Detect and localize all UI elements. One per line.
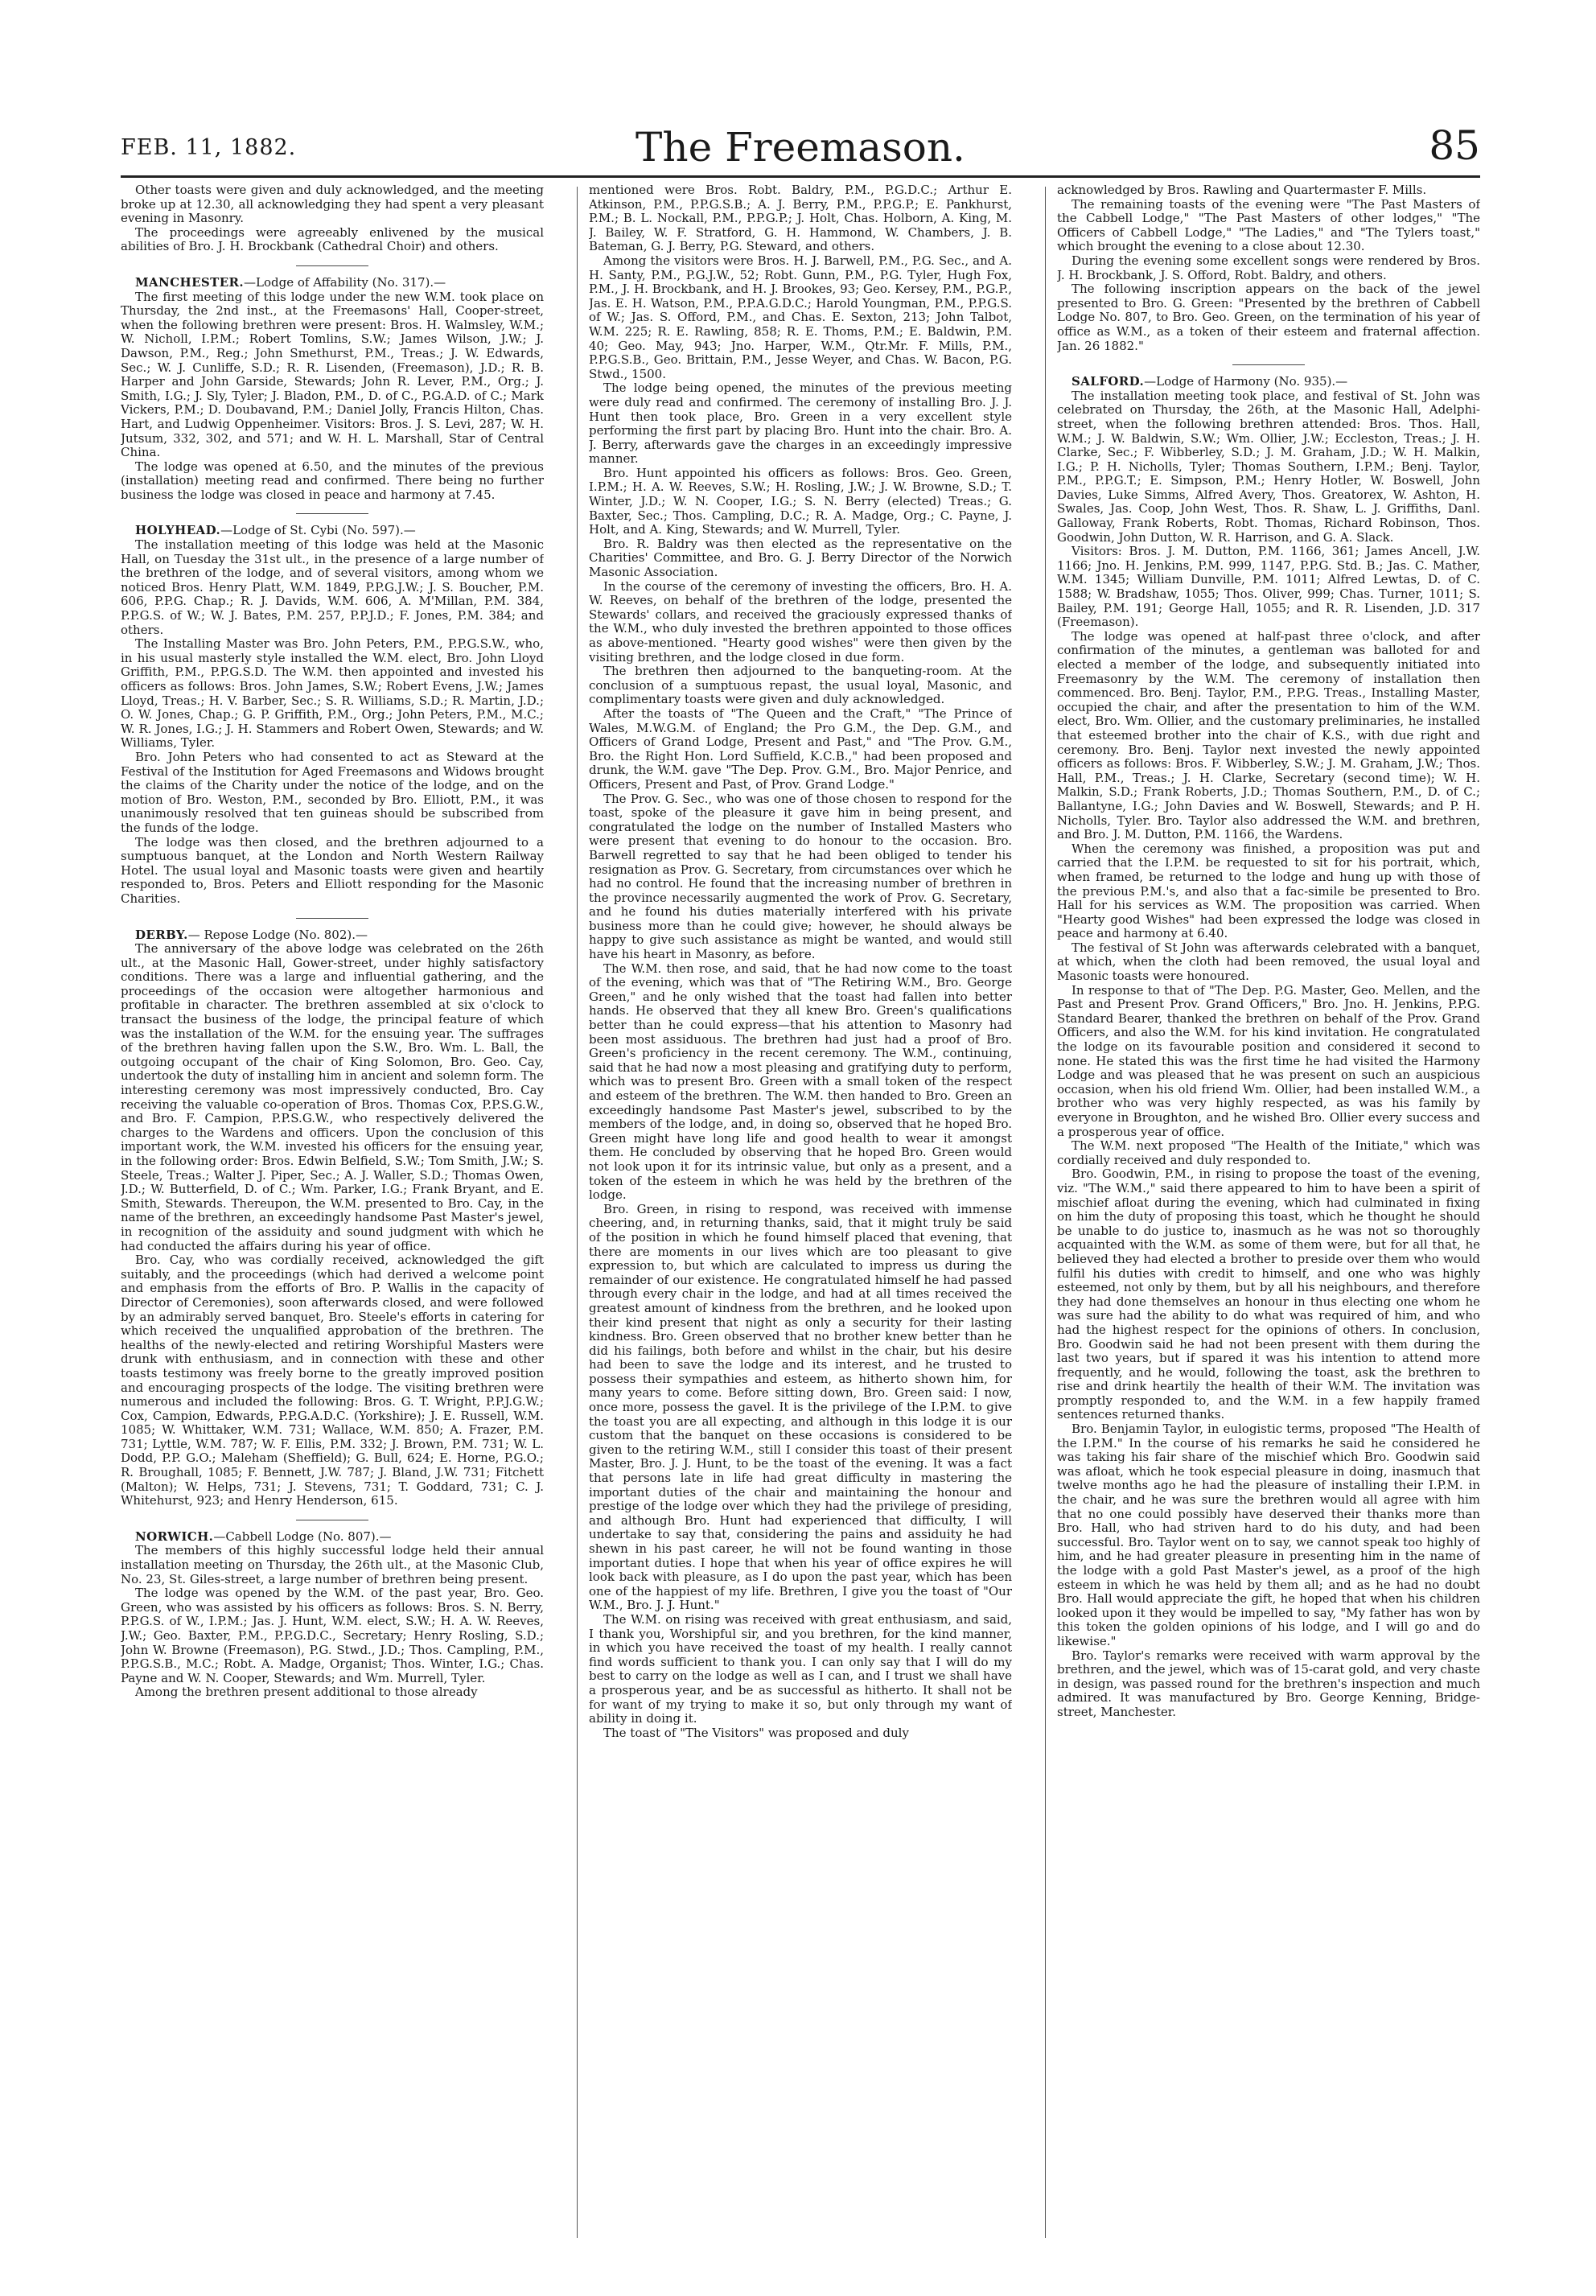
paragraph: Visitors: Bros. J. M. Dutton, P.M. 1166, 361; James Ancell, J.W. 1166; Jno. H. Jenkins, P.M. 999, 1147, P.P.G. Std. B.; Jas. C. Mather, W.M. 1345; William Dunville, P.M. 1011; Alfred Lewtas, D. of C. 1588; W. Bradshaw, 1055; Thos. Oliver, 999; Chas. Turner, 1011; S. Bailey, P.M. 191; George Hall, 1055; and R. R. Lisenden, J.D. 317 (Freemason). (1057, 544, 1480, 630)
lodge-title: —Lodge of St. Cybi (No. 597).— (220, 523, 416, 538)
paragraph: The first meeting of this lodge under the new W.M. took place on Thursday, the 2nd inst., at the Freemasons' Hall, Cooper-street, when the following brethren were present: Bros. H. Walmsley, W.M.; W. Nicholl, I.P.M.; Robert Tomlins, S.W.; James Wilson, J.W.; J. Dawson, P.M., Reg.; John Smethurst, P.M., Treas.; J. W. Edwards, Sec.; W. J. Cunliffe, S.D.; R. R. Lisenden, (Freemason), J.D.; R. B. Harper and John Garside, Stewards; John R. Lever, P.M., Org.; J. Smith, I.G.; J. Sly, Tyler; J. Bladon, P.M., D. of C., P.G.A.D. of C.; Mark Vickers, P.M.; D. Doubavand, P.M.; Daniel Jolly, Francis Hilton, Chas. Hart, and Ludwig Oppenheimer. Visitors: Bros. J. S. Levi, 287; W. H. Jutsum, 332, 302, and 571; and W. H. L. Marshall, Star of Central China. (121, 289, 544, 460)
paragraph: The W.M. then rose, and said, that he had now come to the toast of the evening, which was that of "The Retiring W.M., Bro. George Green," and he only wished that the toast had fallen into better hands. He observed that they all knew Bro. Green's qualifications better than he could express—that his attention to Masonry had been most assiduous. The brethren had just had a proof of Bro. Green's proficiency in the recent ceremony. The W.M., continuing, said that he had now a most pleasing and gratifying duty to perform, which was to present Bro. Green with a small token of the respect and esteem of the brethren. The W.M. then handed to Bro. Green an exceedingly handsome Past Master's jewel, subscribed to by the members of the lodge, and, in doing so, observed that he hoped Bro. Green might have long life and good health to wear it amongst them. He concluded by observing that he hoped Bro. Green would not look upon it for its intrinsic value, but only as a present, and a token of the esteem in which he was held by the brethren of the lodge. (589, 961, 1012, 1203)
place-name: DERBY. (135, 927, 188, 942)
paragraph: The festival of St John was afterwards celebrated with a banquet, at which, when the cloth had been removed, the usual loyal and Masonic toasts were honoured. (1057, 940, 1480, 984)
paragraph: The lodge was opened by the W.M. of the past year, Bro. Geo. Green, who was assisted by his officers as follows: Bros. S. N. Berry, P.P.G.S. of W., I.P.M.; Jas. J. Hunt, W.M. elect, S.W.; H. A. W. Reeves, J.W.; Geo. Baxter, P.M., P.P.G.D.C., Secretary; Henry Rosling, S.D.; John W. Browne (Freemason), P.G. Stwd., J.D.; Thos. Campling, P.M., P.P.G.S.B., M.C.; Robt. A. Madge, Organist; Thos. Winter, I.G.; Chas. Payne and W. N. Cooper, Stewards; and Wm. Murrell, Tyler. (121, 1586, 544, 1685)
newspaper-title: The Freemason. (636, 124, 965, 171)
paragraph: The remaining toasts of the evening were "The Past Masters of the Cabbell Lodge," "The Past Masters of other lodges," "The Officers of Cabbell Lodge," "The Ladies," and "The Tylers toast," which brought the evening to a close about 12.30. (1057, 196, 1480, 254)
paragraph: The installation meeting took place, and festival of St. John was celebrated on Thursday, the 26th, at the Masonic Hall, Adelphi-street, when the following brethren attended: Bros. Thos. Hall, W.M.; J. W. Baldwin, S.W.; Wm. Ollier, J.W.; Eccleston, Treas.; J. H. Clarke, Sec.; F. Wibberley, S.D.; J. M. Graham, J.D.; W. H. Malkin, I.G.; P. H. Nicholls, Tyler; Thomas Southern, I.P.M.; Benj. Taylor, P.M., P.P.G.T.; E. Simpson, P.M.; Henry Hotler, W. Boswell, John Davies, Luke Simms, Alfred Avery, Thos. Greatorex, W. Ashton, H. Swales, Jas. Coop, John West, Thos. R. Shaw, L. J. Griffiths, Danl. Galloway, Frank Roberts, Robt. Thomas, Richard Robinson, Thos. Goodwin, John Dutton, W. R. Harrison, and G. A. Slack. (1057, 388, 1480, 545)
paragraph: The toast of "The Visitors" was proposed and duly (603, 1725, 909, 1740)
paragraph: Bro. Goodwin, P.M., in rising to propose the toast of the evening, viz. "The W.M.," said there appeared to him to have been a spirit of mischief afloat during the evening, which had culminated in fixing on him the duty of proposing this toast, which he thought he should be unable to do justice to, inasmuch as he was not so thoroughly acquainted with the W.M. as some of them were, but for all that, he believed they had elected a brother to preside over them who would fulfil his duties with credit to himself, and one who was highly esteemed, not only by them, but by all his neighbours, and therefore they had done themselves an honour in thus electing one whom he was sure had the ability to do what was required of him, and who had the highest respect for the opinions of others. In conclusion, Bro. Goodwin said he had not been present with them during the last two years, but if spared it was his intention to attend more frequently, and he would, following the toast, ask the brethren to rise and drink heartily the health of their W.M. The invitation was promptly responded to, and the W.M. in a few happily framed sentences returned thanks. (1057, 1167, 1480, 1422)
paragraph: The members of this highly successful lodge held their annual installation meeting on Thursday, the 26th ult., at the Masonic Club, No. 23, St. Giles-street, a large number of brethren being present. (121, 1543, 544, 1586)
place-name: NORWICH. (135, 1529, 214, 1544)
place-name: SALFORD. (1072, 374, 1145, 389)
column-divider (1045, 187, 1046, 2238)
masthead (121, 121, 1480, 171)
paragraph: Bro. Hunt appointed his officers as follows: Bros. Geo. Green, I.P.M.; H. A. W. Reeves, S.W.; H. Rosling, J.W.; J. W. Browne, S.D.; T. Winter, J.D.; W. N. Cooper, I.G.; S. N. Berry (elected) Treas.; G. Baxter, Sec.; Thos. Campling, D.C.; R. A. Madge, Org.; C. Payne, J. Holt, and A. King, Stewards; and W. Murrell, Tyler. (589, 465, 1012, 537)
paragraph: The following inscription appears on the back of the jewel presented to Bro. G. Green: "Presented by the brethren of Cabbell Lodge No. 807, to Bro. Geo. Green, on the termination of his year of office as W.M., as a token of their esteem and fraternal affection. Jan. 26 1882." (1057, 282, 1480, 353)
place-name: HOLYHEAD. (135, 523, 221, 538)
lodge-title: — Repose Lodge (No. 802).— (187, 927, 368, 942)
section-separator (296, 918, 368, 919)
paragraph: The lodge was then closed, and the brethren adjourned to a sumptuous banquet, at the London and North Western Railway Hotel. The usual loyal and Masonic toasts were given and heartily responded to, Bros. Peters and Elliott responding for the Masonic Charities. (121, 834, 544, 906)
paragraph: The W.M. on rising was received with great enthusiasm, and said, I thank you, Worshipful sir, and you brethren, for the kind manner, in which you have received the toast of my health. I really cannot find words sufficient to thank you. I can only say that I will do my best to carry on the lodge as well as I can, and I trust we shall have a prosperous year, and be as successful as hitherto. It shall not be for want of my trying to make it so, but only through my want of ability in doing it. (589, 1611, 1012, 1726)
paragraph: Among the visitors were Bros. H. J. Barwell, P.M., P.G. Sec., and A. H. Santy, P.M., P.G.J.W., 52; Robt. Gunn, P.M., P.G. Tyler, Hugh Fox, P.M., J. H. Brockbank, and H. J. Brookes, 93; Geo. Kersey, P.M., P.G.P., Jas. E. H. Watson, P.M., P.P.A.G.D.C.; Harold Youngman, P.M., P.P.G.S. of W.; Jas. S. Offord, P.M., and Chas. E. Sexton, 213; John Talbot, W.M. 225; R. E. Rawling, 858; R. E. Thoms, P.M.; E. Baldwin, P.M. 40; Geo. May, 943; Jno. Harper, W.M., Qtr.Mr. F. Mills, P.M., P.P.G.S.B., Geo. Brittain, P.M., Jesse Weyer, and Chas. W. Bacon, P.G. Stwd., 1500. (589, 253, 1012, 381)
paragraph: Bro. Taylor's remarks were received with warm approval by the brethren, and the jewel, which was of 15-carat gold, and very chaste in design, was passed round for the brethren's inspection and much admired. It was manufactured by Bro. George Kenning, Bridge-street, Manchester. (1057, 1648, 1480, 1719)
masthead-rule (121, 175, 1480, 178)
paragraph: The Installing Master was Bro. John Peters, P.M., P.P.G.S.W., who, in his usual masterly style installed the W.M. elect, Bro. John Lloyd Griffith, P.M., P.P.G.S.D. The W.M. then appointed and invested his officers as follows: Bros. John James, S.W.; Robert Evens, J.W.; James Lloyd, Treas.; H. V. Barber, Sec.; S. R. Williams, S.D.; R. Martin, J.D.; O. W. Jones, Chap.; G. P. Griffith, P.M., Org.; John Peters, P.M., M.C.; W. R. Jones, I.G.; J. H. Stammers and Robert Owen, Stewards; and W. Williams, Tyler. (121, 636, 544, 751)
paragraph: mentioned were Bros. Robt. Baldry, P.M., P.G.D.C.; Arthur E. Atkinson, P.M., P.P.G.S.B.; A. J. Berry, P.M., P.P.G.P.; E. Pankhurst, P.M.; B. L. Nockall, P.M., P.P.G.P.; J. Holt, Chas. Holborn, A. King, M. J. Bailey, W. F. Stratford, G. H. Hammond, W. Chambers, J. B. Bateman, G. J. Berry, P.G. Steward, and others. (589, 183, 1012, 254)
article-column-1 (121, 183, 544, 2243)
paragraph: During the evening some excellent songs were rendered by Bros. J. H. Brockbank, J. S. Offord, Robt. Baldry, and others. (1057, 253, 1480, 282)
paragraph: The installation meeting of this lodge was held at the Masonic Hall, on Tuesday the 31st ult., in the presence of a large number of the brethren of the lodge, and of several visitors, among whom we noticed Bros. Henry Platt, W.M. 1849, P.P.G.J.W.; J. S. Boucher, P.M. 606, P.P.G. Chap.; R. J. Davids, W.M. 606, A. M'Millan, P.M. 384, P.P.G.S. of W.; W. J. Bates, P.M. 257, P.P.J.D.; F. Jones, P.M. 384; and others. (121, 537, 544, 637)
page-number: 85 (1429, 122, 1480, 169)
paragraph: acknowledged by Bros. Rawling and Quartermaster F. Mills. (1057, 183, 1427, 197)
paragraph: Bro. John Peters who had consented to act as Steward at the Festival of the Institution for Aged Freemasons and Widows brought the claims of the Charity under the notice of the lodge, and on the motion of Bro. Weston, P.M., seconded by Bro. Elliott, P.M., it was unanimously resolved that ten guineas should be subscribed from the funds of the lodge. (121, 749, 544, 835)
section-separator (296, 265, 368, 266)
section-heading-norwich (121, 1530, 544, 1545)
paragraph: The proceedings were agreeably enlivened by the musical abilities of Bro. J. H. Brockbank (Cathedral Choir) and others. (121, 224, 544, 254)
section-heading-derby (121, 928, 544, 943)
paragraph: Bro. Cay, who was cordially received, acknowledged the gift suitably, and the proceedings (which had derived a welcome point and emphasis from the efforts of Bro. P. Wallis in the capacity of Director of Ceremonies), soon afterwards closed, and were followed by an admirably served banquet, Bro. Steele's efforts in catering for which received the unqualified approbation of the brethren. The healths of the newly-elected and retiring Worshipful Masters were drunk with enthusiasm, and in connection with these and other toasts testimony was freely borne to the greatly improved position and encouraging prospects of the lodge. The visiting brethren were numerous and included the following: Bros. G. T. Wright, P.P.J.G.W.; Cox, Campion, Edwards, P.P.G.A.D.C. (Yorkshire); J. E. Russell, W.M. 1085; W. Whittaker, W.M. 731; Wallace, W.M. 850; A. Frazer, P.M. 731; Lyttle, W.M. 787; W. F. Ellis, P.M. 332; J. Brown, P.M. 731; W. L. Dodd, P.P. G.O.; Maleham (Sheffield); G. Bull, 624; E. Horne, P.G.O.; R. Broughall, 1085; F. Bennett, J.W. 787; J. Bland, J.W. 731; Fitchett (Malton); W. Helps, 731; J. Stevens, 731; T. Goddard, 731; C. J. Whitehurst, 923; and Henry Henderson, 615. (121, 1253, 544, 1508)
section-separator (296, 513, 368, 514)
paragraph: The W.M. next proposed "The Health of the Initiate," which was cordially received and duly responded to. (1057, 1138, 1480, 1167)
issue-date: FEB. 11, 1882. (121, 135, 297, 160)
place-name: MANCHESTER. (135, 274, 245, 290)
paragraph: In response to that of "The Dep. P.G. Master, Geo. Mellen, and the Past and Present Prov. Grand Officers," Bro. Jno. H. Jenkins, P.P.G. Standard Bearer, thanked the brethren on behalf of the Prov. Grand Officers, and also the W.M. for his kind invitation. He congratulated the lodge on its favourable position and considered it second to none. He stated this was the first time he had visited the Harmony Lodge and was pleased that he was present on such an auspicious occasion, when his old friend Wm. Ollier, had been installed W.M., a brother who was very highly respected, as was his family by everyone in Broughton, and he wished Bro. Ollier every success and a prosperous year of office. (1057, 982, 1480, 1139)
paragraph: After the toasts of "The Queen and the Craft," "The Prince of Wales, M.W.G.M. of England; the Pro G.M., the Dep. G.M., and Officers of Grand Lodge, Present and Past," and "The Prov. G.M., Bro. the Right Hon. Lord Suffield, K.C.B.," had been proposed and drunk, the W.M. gave "The Dep. Prov. G.M., Bro. Major Penrice, and Officers, Present and Past, of Prov. Grand Lodge." (589, 706, 1012, 792)
section-heading-salford (1057, 375, 1480, 389)
paragraph: Bro. Benjamin Taylor, in eulogistic terms, proposed "The Health of the I.P.M." In the course of his remarks he said he considered he was taking his fair share of the mischief which Bro. Goodwin said was afloat, which he took especial pleasure in doing, inasmuch that twelve months ago he had the pleasure of installing their I.P.M. in the chair, and he was sure the brethren would all agree with him that no one could possibly have deserved their thanks more than Bro. Hall, who had striven hard to do his duty, and had been successful. Bro. Taylor went on to say, we cannot speak too highly of him, and he had greater pleasure in presenting him in the name of the lodge with a gold Past Master's jewel, as a proof of the high esteem in which he was held by them all; and as he had no doubt Bro. Hall would appreciate the gift, he hoped that when his children looked upon it they would be impelled to say, "My father has won by this token the golden opinions of his lodge, and I will go and do likewise." (1057, 1422, 1480, 1648)
article-column-3 (1057, 183, 1480, 2243)
paragraph: Bro. Green, in rising to respond, was received with immense cheering, and, in returning thanks, said, that it might truly be said of the position in which he found himself placed that evening, that there are moments in our lives which are too pleasant to give expression to, but which are calculated to impress us during the remainder of our existence. He congratulated himself he had passed through every chair in the lodge, and had at all times received the greatest amount of kindness from the brethren, and he looked upon their kind present that night as only a security for their lasting kindness. Bro. Green observed that no brother knew better than he did his failings, both before and whilst in the chair, but his desire had been to save the lodge and its interest, and he trusted to possess their sympathies and esteem, as hitherto shown him, for many years to come. Before sitting down, Bro. Green said: I now, once more, possess the gavel. It is the privilege of the I.P.M. to give the toast you are all expecting, and although in this lodge it is our custom that the banquet on these occasions is considered to be given to the retiring W.M., still I consider this toast of their present Master, Bro. J. J. Hunt, to be the toast of the evening. It was a fact that persons late in life had great difficulty in mastering the important duties of the chair and maintaining the honour and prestige of the lodge over which they had the privilege of presiding, and although Bro. Hunt had experienced that difficulty, I will undertake to say that, considering the pains and assiduity he had shewn in his past career, he will not be found wanting in those important duties. I hope that when his year of office expires he will look back with pleasure, as I do upon the past year, which has been one of the happiest of my life. Brethren, I give you the toast of "Our W.M., Bro. J. J. Hunt." (589, 1201, 1012, 1613)
paragraph: The lodge was opened at 6.50, and the minutes of the previous (installation) meeting read and confirmed. There being no further business the lodge was closed in peace and harmony at 7.45. (121, 459, 544, 502)
section-separator (1232, 364, 1305, 365)
paragraph: The lodge was opened at half-past three o'clock, and after confirmation of the minutes, a gentleman was balloted for and elected a member of the lodge, and subsequently initiated into Freemasonry by the W.M. The ceremony of installation then commenced. Bro. Benj. Taylor, P.M., P.P.G. Treas., Installing Master, occupied the chair, and after the presentation to him of the W.M. elect, Bro. Wm. Ollier, and the customary preliminaries, he installed that esteemed brother into the chair of K.S., with due right and ceremony. Bro. Benj. Taylor next invested the newly appointed officers as follows: Bros. F. Wibberley, S.W.; J. M. Graham, J.W.; Thos. Hall, P.M., Treas.; J. H. Clarke, Secretary (second time); W. H. Malkin, S.D.; Frank Roberts, J.D.; Thomas Southern, P.M., D. of C.; Ballantyne, I.G.; John Davies and W. Boswell, Stewards; and P. H. Nicholls, Tyler. Bro. Taylor also addressed the W.M. and brethren, and Bro. J. M. Dutton, P.M. 1166, the Wardens. (1057, 628, 1480, 842)
paragraph: The Prov. G. Sec., who was one of those chosen to respond for the toast, spoke of the pleasure it gave him in being present, and congratulated the lodge on the number of Installed Masters who were present that evening to do honour to the occasion. Bro. Barwell regretted to say that he had been obliged to tender his resignation as Prov. G. Secretary, from circumstances over which he had no control. He found that the increasing number of brethren in the province necessarily augmented the work of Prov. G. Secretary, and he found his duties materially interfered with his private business more than he could give; however, he should always be happy to give such assistance as might be wanted, and would still have his heart in Masonry, as before. (589, 791, 1012, 962)
paragraph: In the course of the ceremony of investing the officers, Bro. H. A. W. Reeves, on behalf of the brethren of the lodge, presented the Stewards' collars, and received the graciously expressed thanks of the W.M., who duly invested the brethren appointed to those offices as above-mentioned. "Hearty good wishes" were then given by the visiting brethren, and the lodge closed in due form. (589, 578, 1012, 665)
paragraph: The brethren then adjourned to the banqueting-room. At the conclusion of a sumptuous repast, the usual loyal, Masonic, and complimentary toasts were given and duly acknowledged. (589, 664, 1012, 707)
lodge-title: —Lodge of Harmony (No. 935).— (1144, 374, 1348, 389)
lodge-title: —Cabbell Lodge (No. 807).— (213, 1529, 392, 1544)
paragraph: The lodge being opened, the minutes of the previous meeting were duly read and confirmed. The ceremony of installing Bro. J. J. Hunt then took place, Bro. Green in a very excellent style performing the first part by placing Bro. Hunt into the chair. Bro. A. J. Berry, afterwards gave the charges in an exceedingly impressive manner. (589, 381, 1012, 467)
paragraph: Among the brethren present additional to those already (135, 1685, 478, 1700)
lodge-title: —Lodge of Affability (No. 317).— (244, 274, 446, 290)
paragraph: Other toasts were given and duly acknowledged, and the meeting broke up at 12.30, all acknowledging they had spent a very pleasant evening in Masonry. (121, 183, 544, 226)
article-column-2 (589, 183, 1012, 2243)
paragraph: The anniversary of the above lodge was celebrated on the 26th ult., at the Masonic Hall, Gower-street, under highly satisfactory conditions. There was a large and influential gathering, and the proceedings of the occasion were altogether harmonious and profitable in character. The brethren assembled at six o'clock to transact the business of the lodge, the principal feature of which was the installation of the W.M. for the ensuing year. The suffrages of the brethren having fallen upon the S.W., Bro. Wm. L. Ball, the outgoing occupant of the chair of King Solomon, Bro. Geo. Cay, undertook the duty of installing him in ancient and solemn form. The interesting ceremony was most impressively conducted, Bro. Cay receiving the valuable co-operation of Bros. Thomas Cox, P.P.S.G.W., and Bro. F. Campion, P.P.S.G.W., who respectively delivered the charges to the Wardens and officers. Upon the conclusion of this important work, the W.M. invested his officers for the ensuing year, in the following order: Bros. Edwin Belfield, S.W.; Tom Smith, J.W.; S. Steele, Treas.; Walter J. Piper, Sec.; A. J. Waller, S.D.; Thomas Owen, J.D.; W. Butterfield, D. of C.; Wm. Parker, I.G.; Frank Bryant, and E. Smith, Stewards. Thereupon, the W.M. presented to Bro. Cay, in the name of the brethren, an exceedingly handsome Past Master's jewel, in recognition of the assiduity and sound judgment with which he had conducted the affairs during his year of office. (121, 941, 544, 1253)
paragraph: When the ceremony was finished, a proposition was put and carried that the I.P.M. be requested to sit for his portrait, which, when framed, be returned to the lodge and hung up with those of the previous P.M.'s, and also that a fac-simile be presented to Bro. Hall for his services as W.M. The proposition was carried. When "Hearty good Wishes" had been expressed the lodge was closed in peace and harmony at 6.40. (1057, 841, 1480, 941)
section-heading-holyhead (121, 524, 544, 538)
section-heading-manchester (121, 276, 544, 290)
paragraph: Bro. R. Baldry was then elected as the representative on the Charities' Committee, and Bro. G. J. Berry Director of the Norwich Masonic Association. (589, 536, 1012, 580)
column-divider (577, 187, 578, 2238)
